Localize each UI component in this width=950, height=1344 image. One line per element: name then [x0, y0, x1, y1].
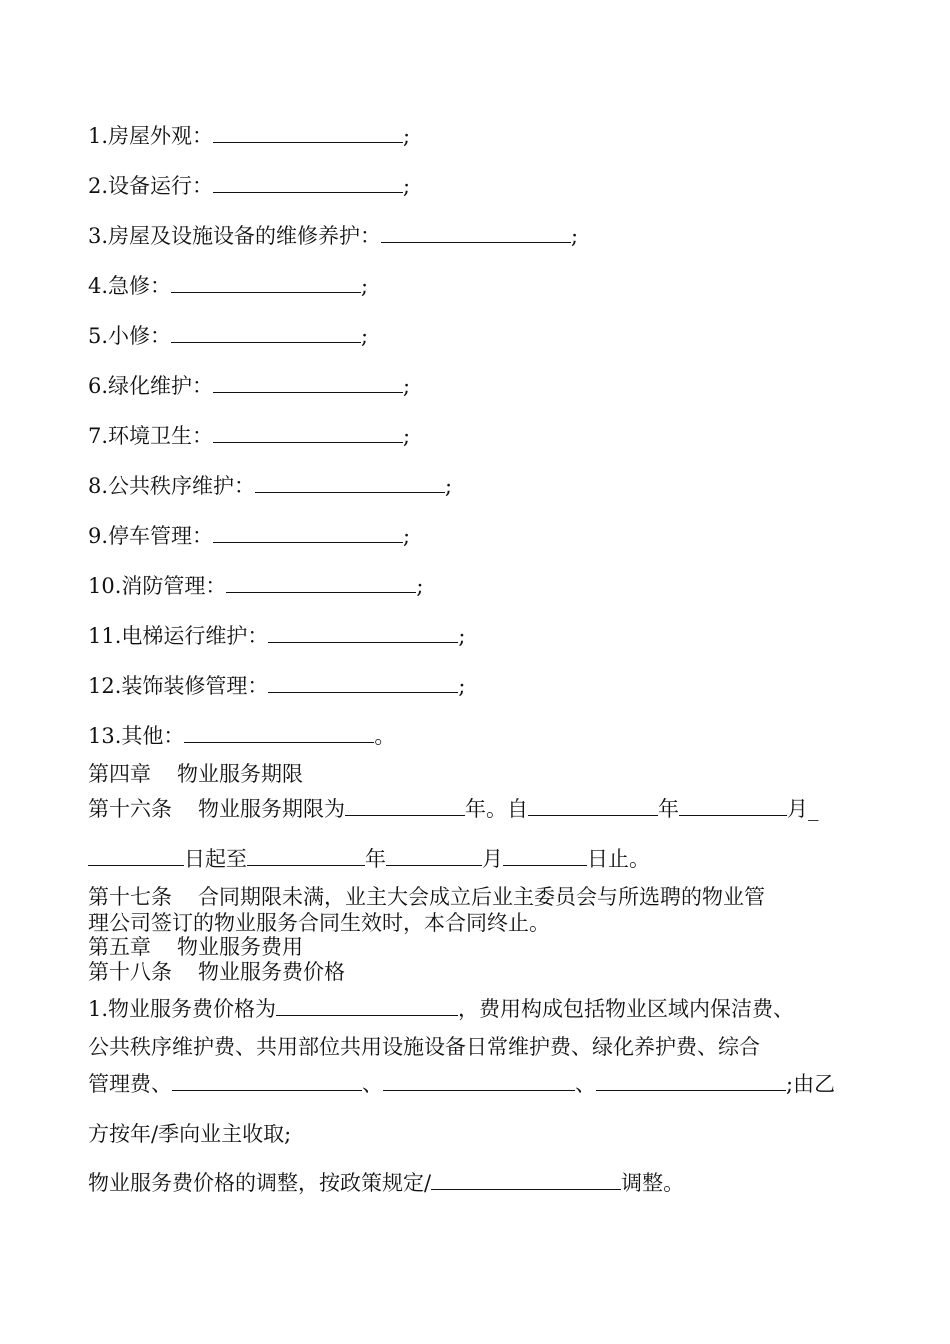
fee-line4: 方按年/季向业主收取;: [88, 1122, 292, 1146]
blank-field[interactable]: [383, 1072, 575, 1091]
chapter-4-heading: 第四章 物业服务期限: [88, 762, 303, 786]
blank-field[interactable]: [88, 847, 184, 866]
item-label: 12.装饰装修管理：: [88, 674, 269, 698]
blank-field[interactable]: [276, 997, 458, 1016]
item-label: 3.房屋及设施设备的维修养护：: [88, 224, 382, 248]
item-label: 4.急修：: [88, 274, 172, 298]
item-12: 12.装饰装修管理： ;: [88, 674, 466, 698]
item-label: 1.房屋外观：: [88, 124, 214, 148]
blank-field[interactable]: [184, 724, 374, 743]
fee-line3: 管理费、 、 、 ;由乙: [88, 1072, 836, 1096]
blank-field[interactable]: [213, 124, 403, 143]
blank-field[interactable]: [172, 1072, 362, 1091]
item-3: 3.房屋及设施设备的维修养护： ;: [88, 224, 579, 248]
blank-field[interactable]: [386, 847, 482, 866]
item-label: 7.环境卫生：: [88, 424, 214, 448]
fee-line5: 物业服务费价格的调整，按政策规定/ 调整。: [88, 1171, 685, 1195]
item-9: 9.停车管理： ;: [88, 524, 411, 548]
blank-field[interactable]: [345, 797, 465, 816]
item-label: 11.电梯运行维护：: [88, 624, 269, 648]
blank-field[interactable]: [381, 224, 571, 243]
blank-field[interactable]: [268, 624, 458, 643]
chapter-5-heading: 第五章 物业服务费用: [88, 935, 303, 959]
article-17-line2: 理公司签订的物业服务合同生效时，本合同终止。: [88, 911, 550, 935]
item-13: 13.其他： 。: [88, 724, 396, 748]
blank-field[interactable]: [213, 424, 403, 443]
blank-field[interactable]: [247, 847, 365, 866]
item-label: 8.公共秩序维护：: [88, 474, 256, 498]
item-label: 6.绿化维护：: [88, 374, 214, 398]
item-label: 5.小修：: [88, 324, 172, 348]
item-6: 6.绿化维护： ;: [88, 374, 411, 398]
item-10: 10.消防管理： ;: [88, 574, 424, 598]
item-11: 11.电梯运行维护： ;: [88, 624, 466, 648]
fee-line2: 公共秩序维护费、共用部位共用设施设备日常维护费、绿化养护费、综合: [88, 1035, 760, 1059]
blank-field[interactable]: [171, 274, 361, 293]
item-label: 9.停车管理：: [88, 524, 214, 548]
blank-field[interactable]: [528, 797, 658, 816]
article-16-line1: 第十六条 物业服务期限为 年。自 年 月_: [88, 797, 819, 821]
item-label: 13.其他：: [88, 724, 185, 748]
blank-field[interactable]: [226, 574, 416, 593]
article-16-line2: 日起至 年 月 日止。: [88, 846, 650, 872]
item-7: 7.环境卫生： ;: [88, 424, 411, 448]
blank-field[interactable]: [268, 674, 458, 693]
blank-field[interactable]: [255, 474, 445, 493]
item-label: 10.消防管理：: [88, 574, 227, 598]
item-label: 2.设备运行：: [88, 174, 214, 198]
blank-field[interactable]: [213, 174, 403, 193]
item-2: 2.设备运行： ;: [88, 174, 411, 198]
blank-field[interactable]: [171, 324, 361, 343]
blank-field[interactable]: [213, 374, 403, 393]
blank-field[interactable]: [503, 847, 587, 866]
article-17-line1: 第十七条 合同期限未满，业主大会成立后业主委员会与所选聘的物业管: [88, 885, 765, 909]
item-5: 5.小修： ;: [88, 324, 369, 348]
blank-field[interactable]: [213, 524, 403, 543]
fee-line1: 1.物业服务费价格为 ，费用构成包括物业区域内保洁费、: [88, 997, 795, 1021]
blank-field[interactable]: [596, 1072, 786, 1091]
article-18-heading: 第十八条 物业服务费价格: [88, 960, 345, 984]
blank-field[interactable]: [679, 797, 787, 816]
item-4: 4.急修： ;: [88, 274, 369, 298]
blank-field[interactable]: [431, 1171, 621, 1190]
item-8: 8.公共秩序维护： ;: [88, 474, 453, 498]
item-1: 1.房屋外观： ;: [88, 124, 411, 148]
